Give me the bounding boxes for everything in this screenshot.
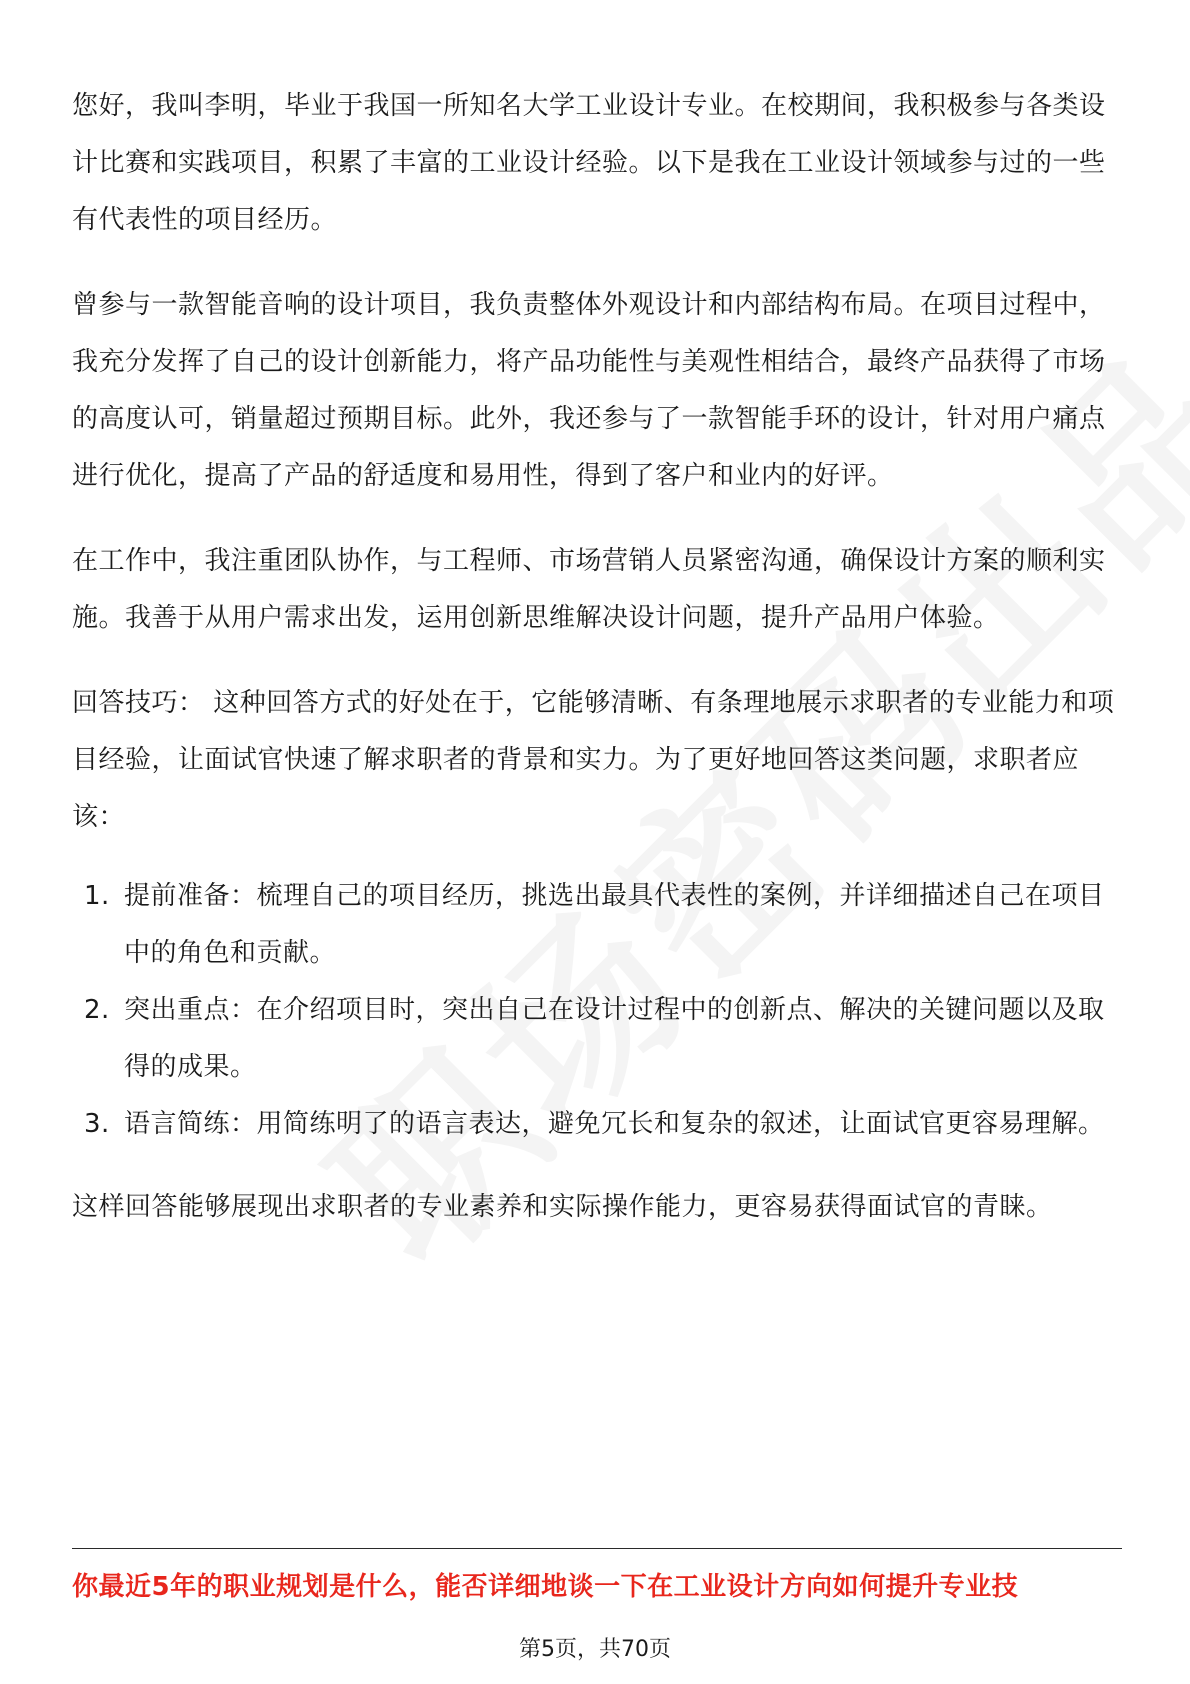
section-divider bbox=[72, 1548, 1122, 1549]
page-indicator: 第5页，共70页 bbox=[519, 1637, 671, 1662]
list-item-text: 语言简练：用简练明了的语言表达，避免冗长和复杂的叙述，让面试官更容易理解。 bbox=[124, 1109, 1105, 1139]
list-item-number: 1. bbox=[84, 881, 110, 911]
document-body bbox=[72, 78, 1122, 1264]
tips-intro-paragraph: 回答技巧： 这种回答方式的好处在于，它能够清晰、有条理地展示求职者的专业能力和项目经验，让面试官快速了解求职者的背景和实力。为了更好地回答这类问题，求职者应该： bbox=[72, 688, 1115, 832]
list-item-number: 3. bbox=[84, 1109, 110, 1139]
project-paragraph: 曾参与一款智能音响的设计项目，我负责整体外观设计和内部结构布局。在项目过程中，我充分发挥了自己的设计创新能力，将产品功能性与美观性相结合，最终产品获得了市场的高度认可，销量超过预期目标。此外，我还参与了一款智能手环的设计，针对用户痛点进行优化，提高了产品的舒适度和易用性，得到了客户和业内的好评。 bbox=[72, 290, 1106, 491]
list-item bbox=[84, 868, 1122, 982]
intro-paragraph: 您好，我叫李明，毕业于我国一所知名大学工业设计专业。在校期间，我积极参与各类设计比赛和实践项目，积累了丰富的工业设计经验。以下是我在工业设计领域参与过的一些有代表性的项目经历。 bbox=[72, 91, 1106, 235]
list-item-number: 2. bbox=[84, 995, 110, 1025]
list-item bbox=[84, 982, 1122, 1096]
next-question-heading: 你最近5年的职业规划是什么，能否详细地谈一下在工业设计方向如何提升专业技 bbox=[72, 1572, 1019, 1602]
closing-paragraph: 这样回答能够展现出求职者的专业素养和实际操作能力，更容易获得面试官的青睐。 bbox=[72, 1192, 1053, 1222]
list-item bbox=[84, 1096, 1122, 1153]
tips-list bbox=[72, 868, 1122, 1153]
list-item-text: 提前准备：梳理自己的项目经历，挑选出最具代表性的案例，并详细描述自己在项目中的角色和贡献。 bbox=[124, 881, 1105, 968]
list-item-text: 突出重点：在介绍项目时，突出自己在设计过程中的创新点、解决的关键问题以及取得的成果。 bbox=[124, 995, 1105, 1082]
teamwork-paragraph: 在工作中，我注重团队协作，与工程师、市场营销人员紧密沟通，确保设计方案的顺利实施。我善于从用户需求出发，运用创新思维解决设计问题，提升产品用户体验。 bbox=[72, 546, 1106, 633]
